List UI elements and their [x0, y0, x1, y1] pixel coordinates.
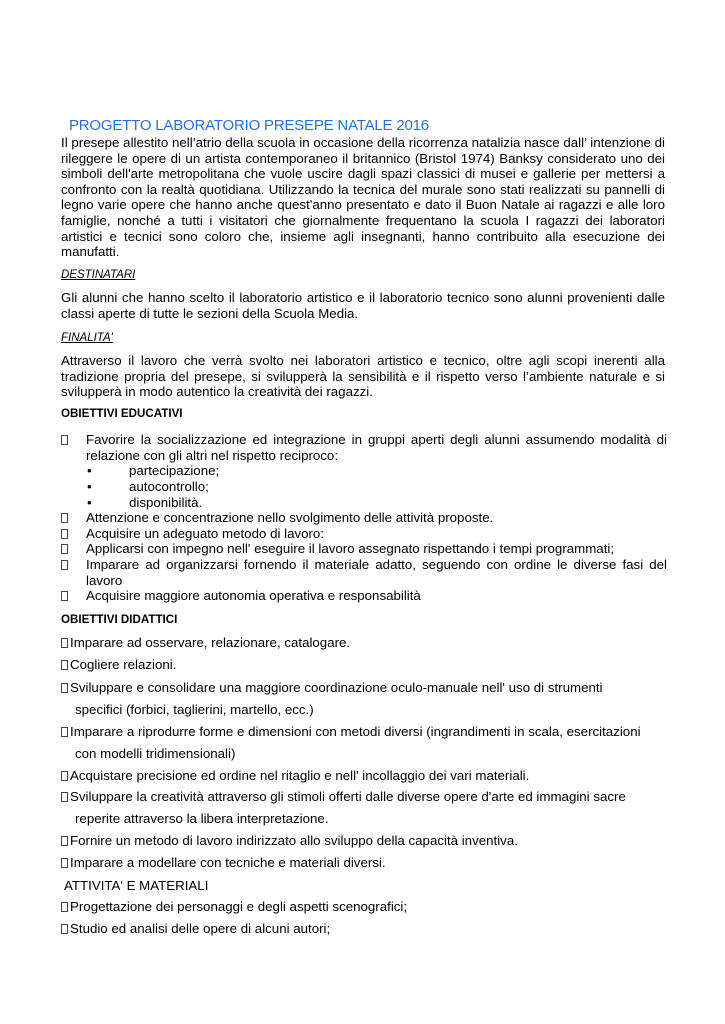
bullet-icon: • — [87, 495, 92, 510]
list-item: Acquisire maggiore autonomia operativa e responsabilità — [61, 588, 667, 604]
destinatari-paragraph: Gli alunni che hanno scelto il laboratorio artistico e il laboratorio tecnico sono alunni provenienti dalle classi aperte di tutte le sezioni della Scuola Media. — [61, 290, 665, 321]
checkbox-glyph-icon — [61, 560, 68, 570]
list-item: Imparare ad osservare, relazionare, catalogare. — [61, 632, 671, 654]
checkbox-glyph-icon — [61, 902, 68, 912]
list-item: Acquisire un adeguato metodo di lavoro: — [61, 526, 667, 542]
sub-list-item: • autocontrollo; — [87, 479, 209, 494]
checkbox-glyph-icon — [61, 638, 68, 648]
list-item: Attenzione e concentrazione nello svolgimento delle attività proposte. — [61, 510, 667, 526]
checkbox-glyph-icon — [61, 924, 68, 934]
checkbox-glyph-icon — [61, 683, 68, 693]
sub-list-item: • disponibilità. — [87, 495, 203, 510]
obiettivi-educativi-heading: OBIETTIVI EDUCATIVI — [61, 407, 183, 420]
list-item: Fornire un metodo di lavoro indirizzato allo sviluppo della capacità inventiva. — [61, 830, 671, 852]
checkbox-glyph-icon — [61, 435, 68, 445]
checkbox-glyph-icon — [61, 529, 68, 539]
attivita-heading: ATTIVITA' E MATERIALI — [64, 878, 209, 893]
list-item: Sviluppare e consolidare una maggiore coordinazione oculo-manuale nell' uso di strumenti specifici (forbici, taglierini, martello, ecc.) — [61, 677, 671, 721]
list-item: Applicarsi con impegno nell' eseguire il lavoro assegnato rispettando i tempi programmati; — [61, 541, 667, 557]
list-item: Imparare a riprodurre forme e dimensioni con metodi diversi (ingrandimenti in scala, esercitazioni con modelli tridimensionali) — [61, 721, 671, 765]
checkbox-glyph-icon — [61, 544, 68, 554]
obiettivi-didattici-heading: OBIETTIVI DIDATTICI — [61, 613, 178, 626]
bullet-icon: • — [87, 479, 92, 494]
finalita-paragraph: Attraverso il lavoro che verrà svolto nei laboratori artistico e tecnico, oltre agli scopi inerenti alla tradizione propria del presepe, si svilupperà la sensibilità e il rispetto verso l’ambiente naturale e si svilupperà in modo autentico la creatività dei ragazzi. — [61, 353, 665, 400]
destinatari-heading: DESTINATARI — [61, 269, 136, 281]
checkbox-glyph-icon — [61, 727, 68, 737]
list-item: Sviluppare la creatività attraverso gli stimoli offerti dalle diverse opere d'arte ed immagini sacre reperite attraverso la libera interpretazione. — [61, 786, 671, 830]
page-title: PROGETTO LABORATORIO PRESEPE NATALE 2016 — [69, 117, 429, 134]
list-item: Progettazione dei personaggi e degli aspetti scenografici; — [61, 896, 671, 918]
bullet-icon: • — [87, 463, 92, 478]
finalita-heading: FINALITA' — [61, 332, 113, 344]
list-item: Studio ed analisi delle opere di alcuni autori; — [61, 918, 671, 940]
checkbox-glyph-icon — [61, 660, 68, 670]
list-item: Acquistare precisione ed ordine nel ritaglio e nell' incollaggio dei vari materiali. — [61, 765, 671, 787]
checkbox-glyph-icon — [61, 513, 68, 523]
sub-list-item: • partecipazione; — [87, 463, 220, 478]
list-item: Imparare a modellare con tecniche e materiali diversi. — [61, 852, 671, 874]
list-item: Imparare ad organizzarsi fornendo il materiale adatto, seguendo con ordine le diverse fasi del lavoro — [61, 557, 667, 588]
checkbox-glyph-icon — [61, 858, 68, 868]
list-item: Favorire la socializzazione ed integrazione in gruppi aperti degli alunni assumendo modalità di relazione con gli altri nel rispetto reciproco: — [61, 432, 667, 463]
checkbox-glyph-icon — [61, 591, 68, 601]
intro-paragraph: Il presepe allestito nell’atrio della scuola in occasione della ricorrenza natalizia nasce dall’ intenzione di rileggere le opere di un artista contemporaneo il britannico (Bristol 1974) Banksy considerato uno dei simboli dell'arte metropolitana che vuole uscire dagli spazi classici di musei e gallerie per mettersi a confronto con la realtà quotidiana. Utilizzando la tecnica del murale sono stati realizzati su pannelli di legno varie opere che hanno anche quest'anno presentato e dato il Buon Natale ai ragazzi e alle loro famiglie, nonché a tutti i visitatori che giornalmente frequentano la scuola I ragazzi dei laboratori artistici e tecnici sono coloro che, insieme agli insegnanti, hanno contribuito alla esecuzione dei manufatti. — [61, 135, 665, 260]
checkbox-glyph-icon — [61, 792, 68, 802]
checkbox-glyph-icon — [61, 836, 68, 846]
list-item: Cogliere relazioni. — [61, 654, 671, 676]
checkbox-glyph-icon — [61, 771, 68, 781]
